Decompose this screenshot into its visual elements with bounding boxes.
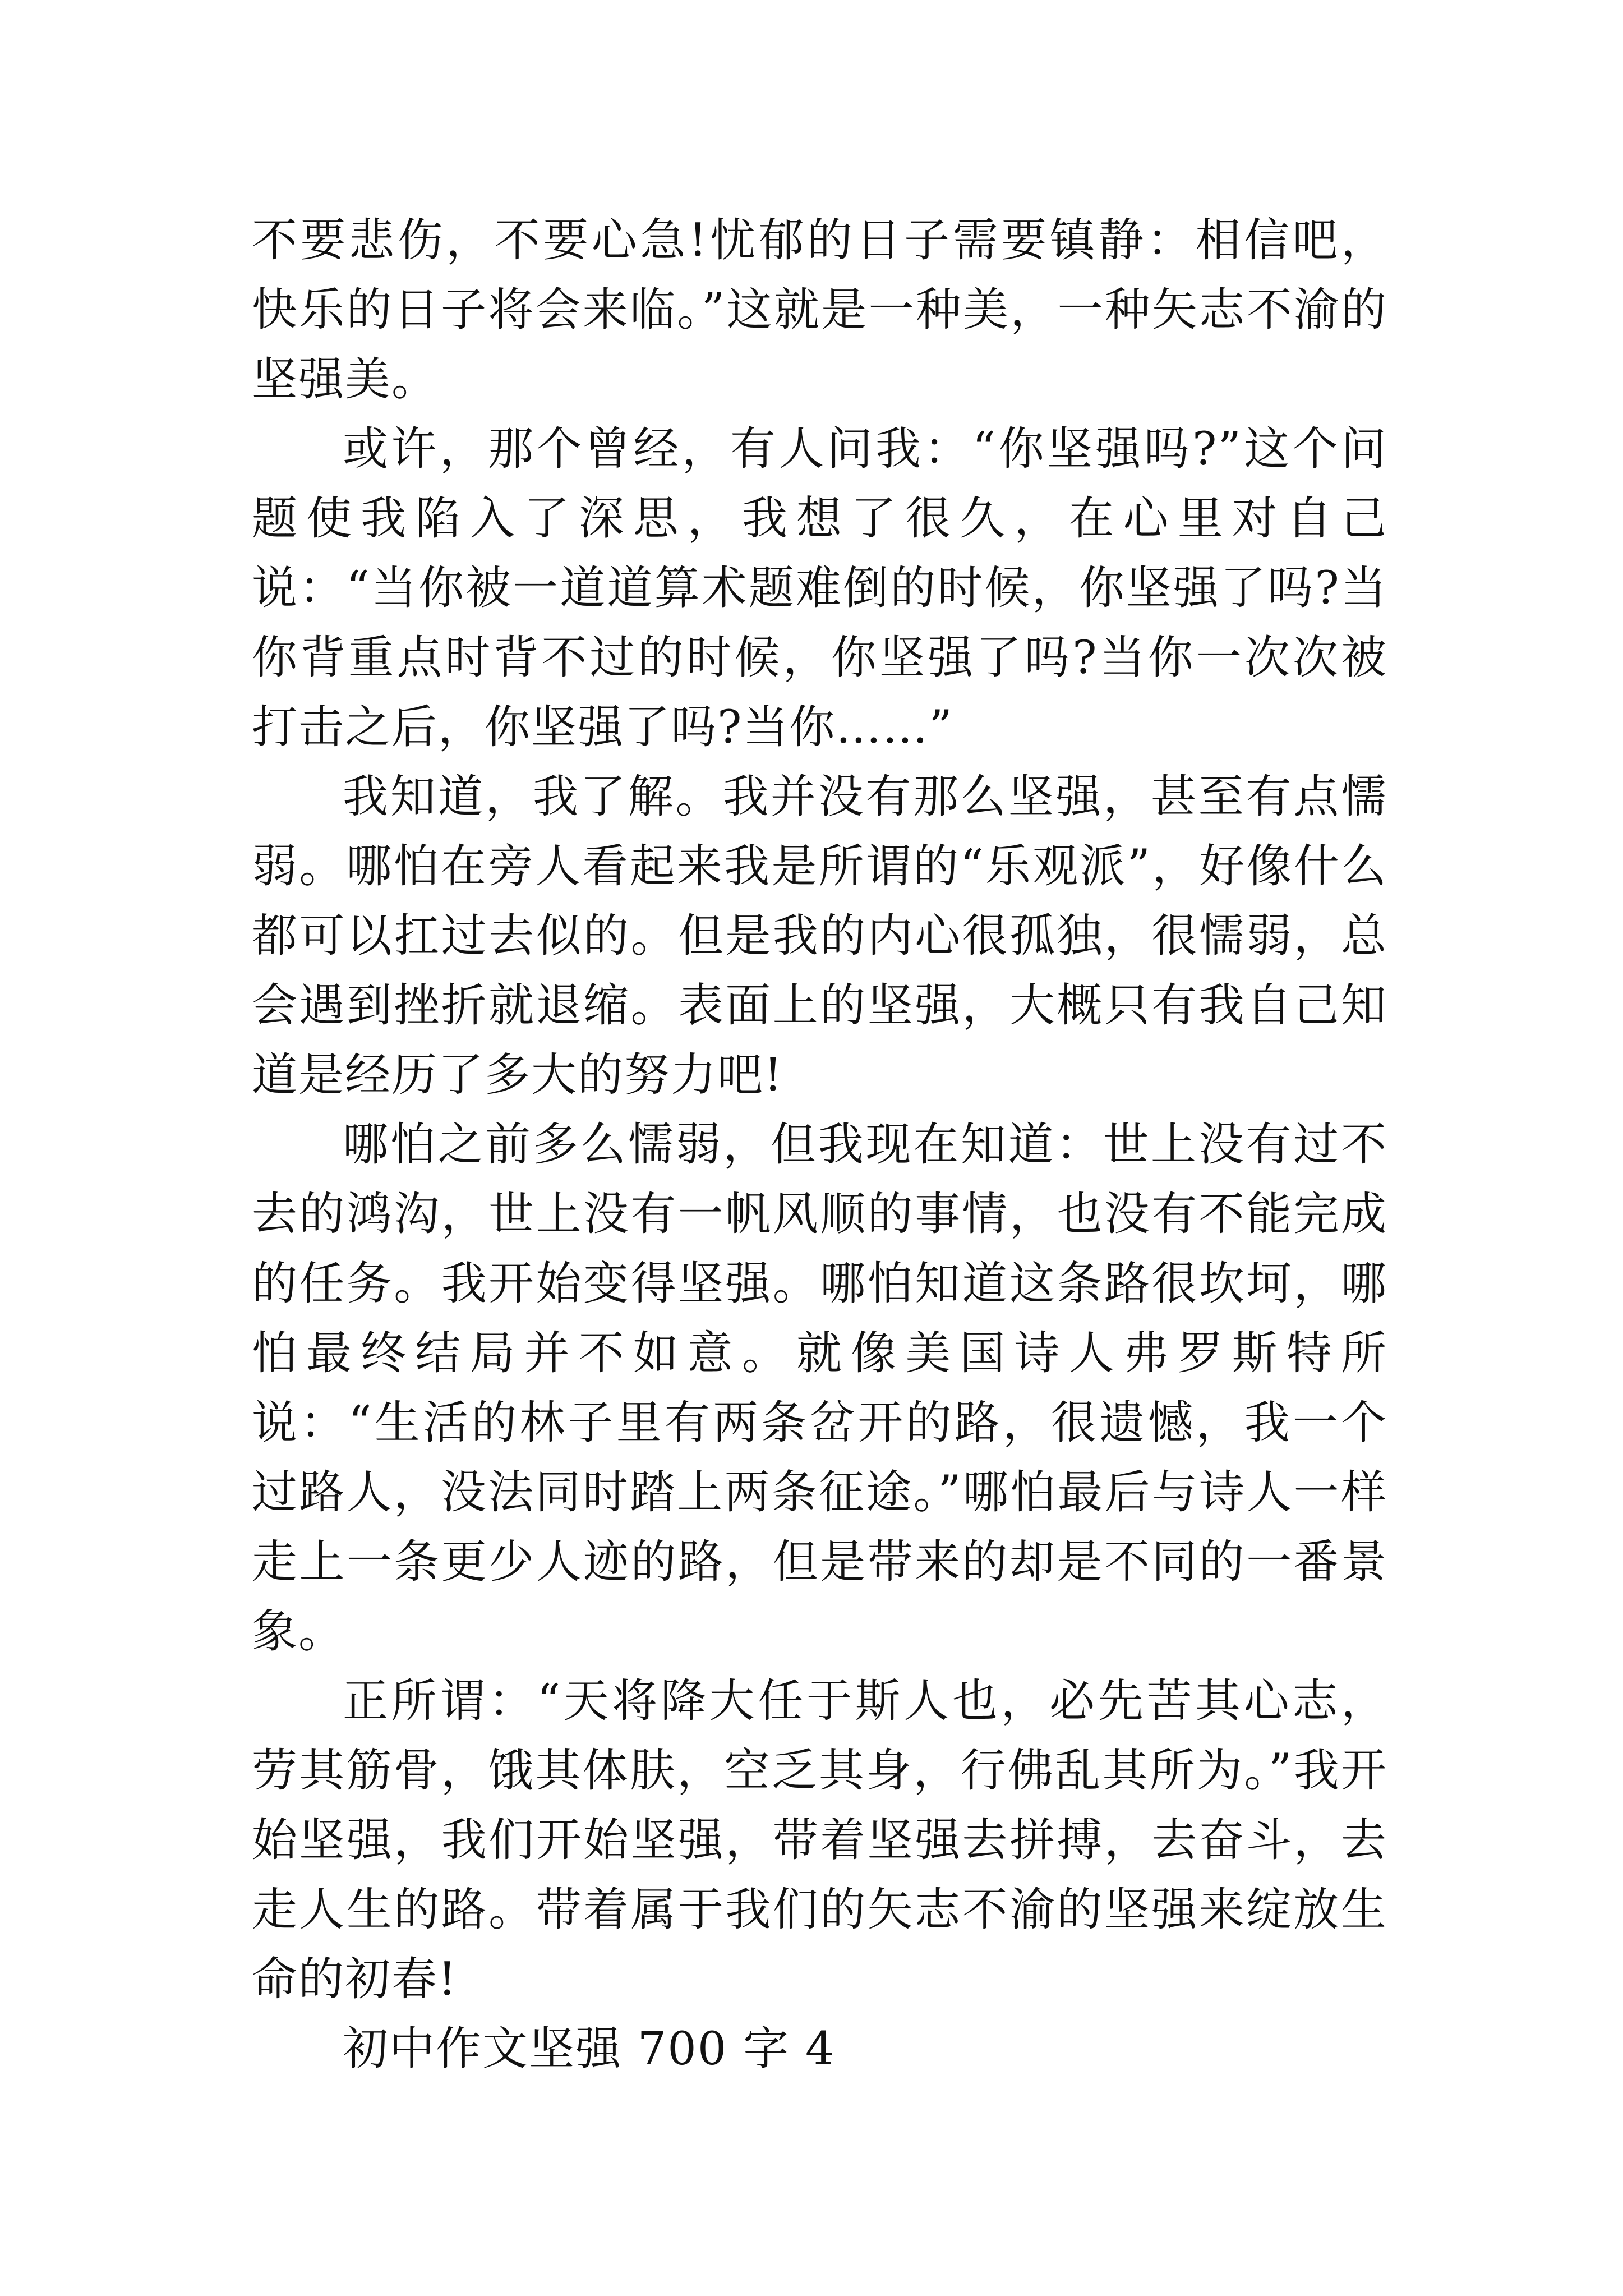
next-essay-heading: 初中作文坚强 700 字 4 bbox=[343, 2023, 836, 2076]
paragraph-5: 正所谓：“天将降大任于斯人也，必先苦其心志，劳其筋骨，饿其体肤，空乏其身，行佛乱其所为。”我开始坚强，我们开始坚强，带着坚强去拼搏，去奋斗，去走人生的路。带着属于我们的矢志不渝的坚强来绽放生命的初春! bbox=[252, 1675, 1387, 2006]
paragraph-4: 哪怕之前多么懦弱，但我现在知道：世上没有过不去的鸿沟，世上没有一帆风顺的事情，也没有不能完成的任务。我开始变得坚强。哪怕知道这条路很坎坷，哪怕最终结局并不如意。就像美国诗人弗罗斯特所说：“生活的林子里有两条岔开的路，很遗憾，我一个过路人，没法同时踏上两条征途。”哪怕最后与诗人一样走上一条更少人迹的路，但是带来的却是不同的一番景象。 bbox=[252, 1119, 1387, 1658]
paragraph-3: 我知道，我了解。我并没有那么坚强，甚至有点懦弱。哪怕在旁人看起来我是所谓的“乐观派”，好像什么都可以扛过去似的。但是我的内心很孤独，很懦弱，总会遇到挫折就退缩。表面上的坚强，大概只有我自己知道是经历了多大的努力吧! bbox=[252, 771, 1387, 1102]
paragraph-1: 不要悲伤，不要心急!忧郁的日子需要镇静：相信吧，快乐的日子将会来临。”这就是一种美，一种矢志不渝的坚强美。 bbox=[252, 214, 1387, 406]
paragraph-2: 或许，那个曾经，有人问我：“你坚强吗?”这个问题使我陷入了深思，我想了很久，在心里对自己说：“当你被一道道算术题难倒的时候，你坚强了吗?当你背重点时背不过的时候，你坚强了吗?当你一次次被打击之后，你坚强了吗?当你……” bbox=[252, 423, 1387, 754]
article-body bbox=[252, 206, 1387, 2084]
